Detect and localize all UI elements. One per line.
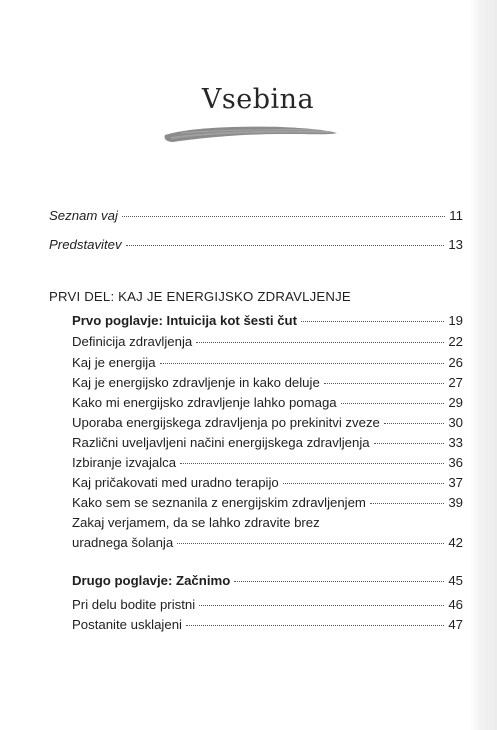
dot-leader xyxy=(234,581,444,582)
dot-leader xyxy=(374,443,445,444)
section-label: Kako sem se seznanila z energijskim zdravljenjem xyxy=(72,495,366,510)
toc-page-number: 30 xyxy=(448,415,463,430)
toc-entry-label: Seznam vaj xyxy=(49,208,118,223)
dot-leader xyxy=(122,216,445,217)
toc-entry-seznam-vaj[interactable] xyxy=(49,208,463,224)
dot-leader xyxy=(283,483,445,484)
dot-leader xyxy=(126,245,445,246)
toc-page-number: 36 xyxy=(448,455,463,470)
toc-page-number: 19 xyxy=(448,313,463,328)
section-label: Definicija zdravljenja xyxy=(72,334,193,349)
toc-page-number: 37 xyxy=(448,475,463,490)
toc-section[interactable] xyxy=(72,617,463,633)
dot-leader xyxy=(160,363,445,364)
toc-page-number: 33 xyxy=(448,435,463,450)
toc-page-number: 27 xyxy=(448,375,463,390)
section-label: Pri delu bodite pristni xyxy=(72,597,196,612)
page-title: Vsebina xyxy=(201,84,315,115)
section-label: Kako mi energijsko zdravljenje lahko pomaga xyxy=(72,395,337,410)
dot-leader xyxy=(301,321,444,322)
section-label: Različni uveljavljeni načini energijskega zdravljenja xyxy=(72,435,370,450)
toc-page-number: 47 xyxy=(448,617,463,632)
dot-leader xyxy=(186,625,444,626)
dot-leader xyxy=(384,423,444,424)
section-label-line2: uradnega šolanja xyxy=(72,535,174,550)
dot-leader xyxy=(199,605,444,606)
section-label: Uporaba energijskega zdravljenja po prekinitvi zveze xyxy=(72,415,380,430)
toc-entry-label: Predstavitev xyxy=(49,237,122,252)
toc-entry-predstavitev[interactable] xyxy=(49,237,463,253)
toc-page-number: 22 xyxy=(448,334,463,349)
toc-page-number: 11 xyxy=(449,208,463,223)
section-label: Izbiranje izvajalca xyxy=(72,455,177,470)
toc-page-number: 45 xyxy=(448,573,463,588)
section-label: Kaj je energijsko zdravljenje in kako deluje xyxy=(72,375,320,390)
toc-section[interactable] xyxy=(72,475,463,491)
section-label: Kaj pričakovati med uradno terapijo xyxy=(72,475,279,490)
toc-section[interactable] xyxy=(72,395,463,411)
toc-page-number: 39 xyxy=(448,495,463,510)
toc-chapter-1[interactable] xyxy=(72,313,463,329)
toc-page-number: 26 xyxy=(448,355,463,370)
page-edge-shadow xyxy=(470,0,497,730)
toc-page-number: 29 xyxy=(448,395,463,410)
toc-section[interactable] xyxy=(72,415,463,431)
toc-section[interactable] xyxy=(72,495,463,511)
chapter-title: Prvo poglavje: Intuicija kot šesti čut xyxy=(72,313,297,328)
toc-section[interactable] xyxy=(72,334,463,350)
toc-section[interactable] xyxy=(72,435,463,451)
toc-section[interactable] xyxy=(72,535,463,551)
toc-section[interactable] xyxy=(72,375,463,391)
section-label: Kaj je energija xyxy=(72,355,156,370)
toc-page-number: 46 xyxy=(448,597,463,612)
toc-chapter-2[interactable] xyxy=(72,573,463,589)
dot-leader xyxy=(324,383,445,384)
section-label-line1[interactable]: Zakaj verjamem, da se lahko zdravite brez xyxy=(72,515,320,530)
dot-leader xyxy=(177,543,444,544)
toc-section[interactable] xyxy=(72,455,463,471)
dot-leader xyxy=(370,503,444,504)
toc-page-number: 42 xyxy=(448,535,463,550)
part-heading: PRVI DEL: KAJ JE ENERGIJSKO ZDRAVLJENJE xyxy=(49,289,351,304)
toc-section[interactable] xyxy=(72,597,463,613)
dot-leader xyxy=(180,463,444,464)
dot-leader xyxy=(341,403,445,404)
toc-section[interactable] xyxy=(72,355,463,371)
dot-leader xyxy=(196,342,444,343)
chapter-title: Drugo poglavje: Začnimo xyxy=(72,573,231,588)
toc-page-number: 13 xyxy=(448,237,463,252)
section-label: Postanite usklajeni xyxy=(72,617,182,632)
